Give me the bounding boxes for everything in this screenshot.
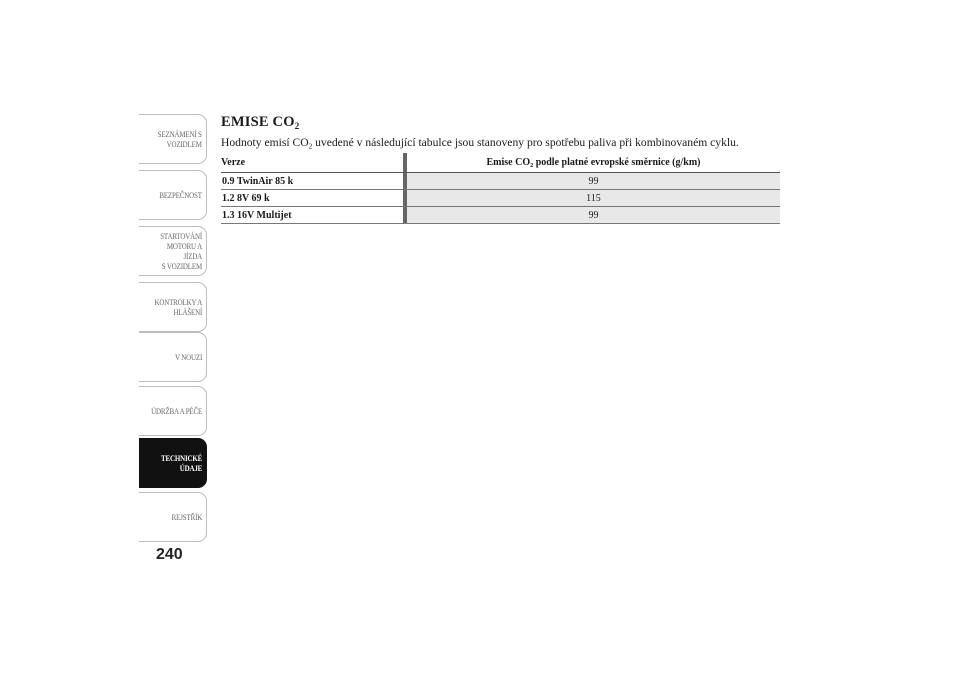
title-subscript: 2 xyxy=(294,121,300,132)
emission-value-cell: 99 xyxy=(407,207,780,224)
header-subscript: 2 xyxy=(530,161,534,169)
tab-label: TECHNICKÉ ÚDAJE xyxy=(160,453,202,473)
tab-technicke-udaje[interactable] xyxy=(139,438,207,488)
tab-startovani-motoru[interactable] xyxy=(139,226,207,276)
tab-seznameni-s-vozidlem[interactable] xyxy=(139,114,207,164)
header-emissions-text-start: Emise CO xyxy=(486,156,531,168)
tab-rejstrik[interactable] xyxy=(139,492,207,542)
version-cell: 1.3 16V Multijet xyxy=(221,207,403,224)
tab-label: SEZNÁMENÍ S VOZIDLEM xyxy=(157,129,202,149)
tab-bezpecnost[interactable] xyxy=(139,170,207,220)
page-number: 240 xyxy=(156,546,183,563)
emission-value-cell: 115 xyxy=(407,190,780,207)
table-row xyxy=(221,173,780,190)
tab-label: STARTOVÁNÍ MOTORU A JÍZDA S VOZIDLEM xyxy=(160,231,202,271)
tab-kontrolky-a-hlaseni[interactable] xyxy=(139,282,207,332)
table-row xyxy=(221,190,780,207)
section-title xyxy=(221,114,299,131)
emissions-table xyxy=(221,153,780,224)
header-version: Verze xyxy=(221,153,403,173)
tab-v-nouzi[interactable] xyxy=(139,332,207,382)
title-text: EMISE CO xyxy=(221,114,295,130)
tab-label: REJSTŘÍK xyxy=(171,512,202,522)
tab-udrzba-a-pece[interactable] xyxy=(139,386,207,436)
table-header-row xyxy=(221,153,780,173)
header-emissions-text-end: podle platné evropské směrnice (g/km) xyxy=(533,156,701,168)
emission-value-cell: 99 xyxy=(407,173,780,190)
version-cell: 1.2 8V 69 k xyxy=(221,190,403,207)
intro-text-end: uvedené v následující tabulce jsou stanoveny pro spotřebu paliva při kombinovaném cyklu. xyxy=(312,136,739,149)
intro-text-start: Hodnoty emisí CO xyxy=(221,136,309,149)
intro-paragraph xyxy=(221,136,791,149)
tab-label: BEZPEČNOST xyxy=(159,190,202,200)
intro-subscript: 2 xyxy=(308,142,313,151)
header-emissions xyxy=(407,153,780,173)
tab-label: KONTROLKY A HLÁŠENÍ xyxy=(154,297,202,317)
table-row xyxy=(221,207,780,224)
tab-label: V NOUZI xyxy=(174,352,202,362)
tab-label: ÚDRŽBA A PÉČE xyxy=(151,406,202,416)
version-cell: 0.9 TwinAir 85 k xyxy=(221,173,403,190)
